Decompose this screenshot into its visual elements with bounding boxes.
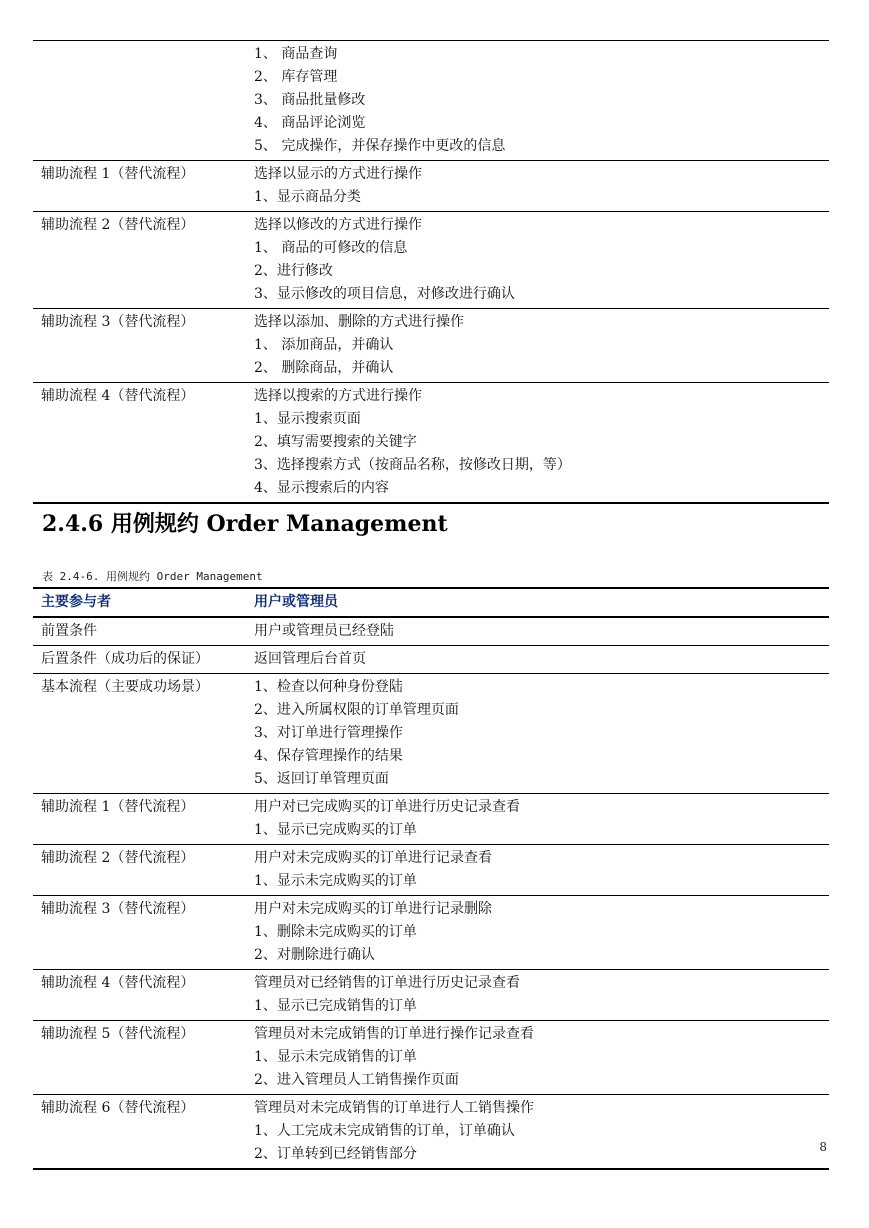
row-content bbox=[246, 309, 829, 383]
row-line: 选择以搜索的方式进行操作 bbox=[254, 388, 422, 404]
table-row bbox=[33, 41, 829, 161]
row-line: 2、进行修改 bbox=[254, 263, 333, 279]
row-label bbox=[33, 41, 246, 161]
row-line: 选择以显示的方式进行操作 bbox=[254, 166, 422, 182]
primary-actor-label: 主要参与者 bbox=[33, 588, 246, 617]
row-line: 2、进入所属权限的订单管理页面 bbox=[254, 702, 459, 718]
row-label: 基本流程（主要成功场景） bbox=[33, 674, 246, 794]
row-line: 选择以修改的方式进行操作 bbox=[254, 217, 422, 233]
table-row bbox=[33, 212, 829, 309]
row-label: 辅助流程 3（替代流程） bbox=[33, 309, 246, 383]
row-label: 前置条件 bbox=[33, 617, 246, 646]
table-row bbox=[33, 617, 829, 646]
row-line: 用户或管理员已经登陆 bbox=[254, 623, 394, 639]
row-label: 辅助流程 2（替代流程） bbox=[33, 845, 246, 896]
row-line: 1、显示商品分类 bbox=[254, 189, 361, 205]
row-content bbox=[246, 896, 829, 970]
row-content bbox=[246, 970, 829, 1021]
table-caption: 表 2.4-6. 用例规约 Order Management bbox=[42, 570, 263, 583]
row-line: 3、选择搜索方式（按商品名称，按修改日期，等） bbox=[254, 457, 571, 473]
row-line: 3、 商品批量修改 bbox=[254, 92, 366, 108]
table-row bbox=[33, 794, 829, 845]
row-content bbox=[246, 212, 829, 309]
row-label: 辅助流程 1（替代流程） bbox=[33, 161, 246, 212]
row-line: 2、 删除商品，并确认 bbox=[254, 360, 394, 376]
row-line: 管理员对已经销售的订单进行历史记录查看 bbox=[254, 975, 520, 991]
table-row bbox=[33, 896, 829, 970]
row-line: 返回管理后台首页 bbox=[254, 651, 366, 667]
row-line: 用户对已完成购买的订单进行历史记录查看 bbox=[254, 799, 520, 815]
row-label: 辅助流程 3（替代流程） bbox=[33, 896, 246, 970]
row-line: 4、 商品评论浏览 bbox=[254, 115, 366, 131]
row-line: 3、对订单进行管理操作 bbox=[254, 725, 403, 741]
table-row bbox=[33, 1021, 829, 1095]
row-line: 2、进入管理员人工销售操作页面 bbox=[254, 1072, 459, 1088]
row-line: 1、检查以何种身份登陆 bbox=[254, 679, 403, 695]
row-line: 2、填写需要搜索的关键字 bbox=[254, 434, 417, 450]
row-label: 辅助流程 2（替代流程） bbox=[33, 212, 246, 309]
section-heading: 2.4.6 用例规约 Order Management bbox=[42, 511, 448, 537]
product-management-table-body bbox=[33, 41, 829, 504]
row-line: 1、显示未完成销售的订单 bbox=[254, 1049, 417, 1065]
page-number: 8 bbox=[819, 1140, 827, 1154]
row-line: 1、显示搜索页面 bbox=[254, 411, 361, 427]
row-label: 辅助流程 6（替代流程） bbox=[33, 1095, 246, 1170]
table-row bbox=[33, 674, 829, 794]
row-line: 3、显示修改的项目信息，对修改进行确认 bbox=[254, 286, 515, 302]
table-row bbox=[33, 646, 829, 674]
row-line: 1、显示未完成购买的订单 bbox=[254, 873, 417, 889]
row-label: 辅助流程 4（替代流程） bbox=[33, 383, 246, 504]
table-row bbox=[33, 383, 829, 504]
row-line: 1、 商品的可修改的信息 bbox=[254, 240, 408, 256]
row-line: 5、 完成操作，并保存操作中更改的信息 bbox=[254, 138, 506, 154]
row-line: 1、人工完成未完成销售的订单，订单确认 bbox=[254, 1123, 515, 1139]
row-line: 管理员对未完成销售的订单进行人工销售操作 bbox=[254, 1100, 534, 1116]
table-row bbox=[33, 1095, 829, 1170]
row-line: 用户对未完成购买的订单进行记录查看 bbox=[254, 850, 492, 866]
row-line: 1、显示已完成销售的订单 bbox=[254, 998, 417, 1014]
table-row bbox=[33, 309, 829, 383]
primary-actor-value: 用户或管理员 bbox=[246, 588, 829, 617]
row-line: 5、返回订单管理页面 bbox=[254, 771, 389, 787]
table-header-row bbox=[33, 588, 829, 617]
row-line: 4、保存管理操作的结果 bbox=[254, 748, 403, 764]
order-management-table bbox=[33, 587, 829, 1170]
row-line: 1、 商品查询 bbox=[254, 46, 338, 62]
row-line: 2、对删除进行确认 bbox=[254, 947, 375, 963]
row-line: 1、显示已完成购买的订单 bbox=[254, 822, 417, 838]
row-content bbox=[246, 161, 829, 212]
row-content bbox=[246, 617, 829, 646]
row-label: 辅助流程 1（替代流程） bbox=[33, 794, 246, 845]
row-content bbox=[246, 674, 829, 794]
row-line: 2、 库存管理 bbox=[254, 69, 338, 85]
row-content bbox=[246, 1095, 829, 1170]
row-content bbox=[246, 794, 829, 845]
row-line: 1、删除未完成购买的订单 bbox=[254, 924, 417, 940]
row-content bbox=[246, 383, 829, 504]
row-line: 1、 添加商品，并确认 bbox=[254, 337, 394, 353]
row-line: 选择以添加、删除的方式进行操作 bbox=[254, 314, 464, 330]
row-line: 管理员对未完成销售的订单进行操作记录查看 bbox=[254, 1026, 534, 1042]
order-management-table-body bbox=[33, 588, 829, 1169]
table-row bbox=[33, 845, 829, 896]
row-content bbox=[246, 845, 829, 896]
row-content bbox=[246, 646, 829, 674]
row-content bbox=[246, 41, 829, 161]
row-line: 4、显示搜索后的内容 bbox=[254, 480, 389, 496]
row-label: 辅助流程 5（替代流程） bbox=[33, 1021, 246, 1095]
row-line: 2、订单转到已经销售部分 bbox=[254, 1146, 417, 1162]
row-label: 后置条件（成功后的保证） bbox=[33, 646, 246, 674]
product-management-table-continued bbox=[33, 40, 829, 504]
table-row bbox=[33, 161, 829, 212]
row-content bbox=[246, 1021, 829, 1095]
table-row bbox=[33, 970, 829, 1021]
row-line: 用户对未完成购买的订单进行记录删除 bbox=[254, 901, 492, 917]
row-label: 辅助流程 4（替代流程） bbox=[33, 970, 246, 1021]
